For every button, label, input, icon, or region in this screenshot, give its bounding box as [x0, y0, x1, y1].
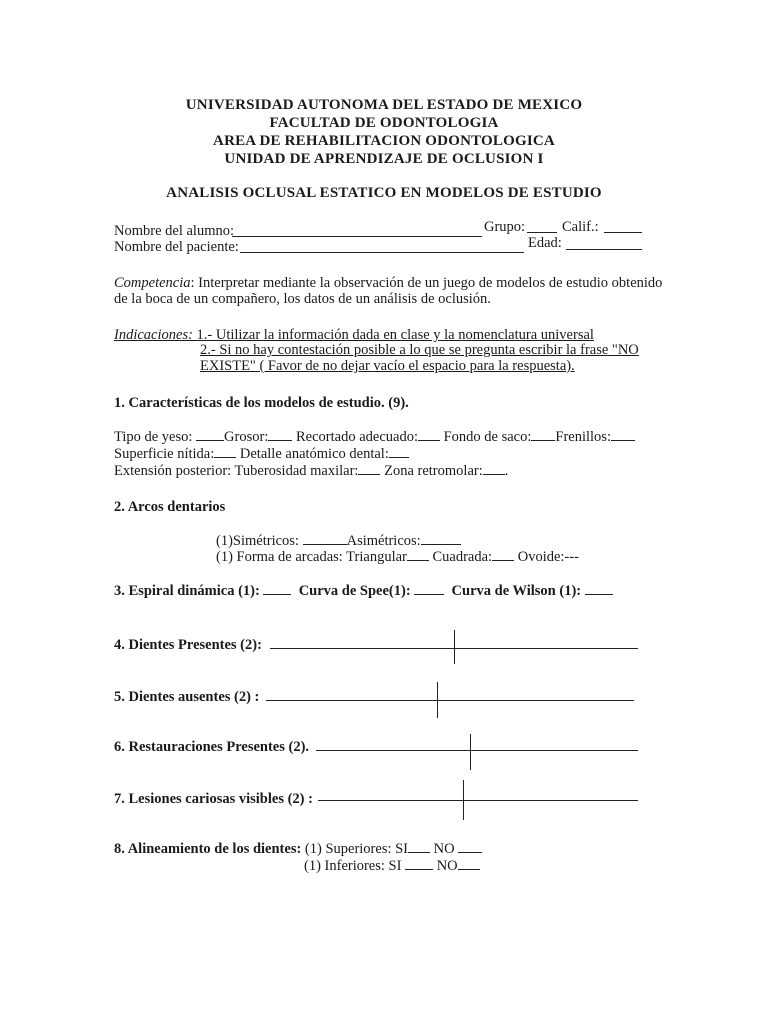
superiores-no-label: NO	[433, 841, 455, 857]
lesiones-divider	[463, 780, 464, 820]
asimetricos-label: Asimétricos:	[346, 533, 421, 549]
asimetricos-field[interactable]	[421, 532, 461, 545]
indicaciones-label: Indicaciones:	[114, 327, 193, 343]
restauraciones-divider	[470, 734, 471, 770]
frenillos-label: Frenillos:	[555, 429, 611, 445]
superiores-no-field[interactable]	[458, 840, 482, 853]
section2-row2	[216, 548, 579, 566]
retromolar-field[interactable]	[483, 462, 505, 475]
student-name-field[interactable]	[232, 236, 482, 237]
section8-inf-row	[304, 857, 480, 875]
ovoide-label: Ovoide:---	[517, 549, 579, 565]
grosor-field[interactable]	[268, 428, 292, 441]
inferiores-no-label: NO	[436, 858, 458, 874]
superiores-label: (1) Superiores: SI	[304, 841, 409, 857]
fondo-saco-label: Fondo de saco:	[443, 429, 532, 445]
restauraciones-field[interactable]	[316, 750, 638, 751]
indicaciones-item2b: EXISTE" ( Favor de no dejar vacío el espacio para la respuesta).	[200, 358, 575, 374]
section3-row	[114, 582, 613, 600]
cuadrada-label: Cuadrada:	[432, 549, 493, 565]
group-field[interactable]	[527, 232, 557, 233]
faculty-name: FACULTAD DE ODONTOLOGIA	[269, 115, 499, 131]
retromolar-dot: .	[504, 463, 509, 479]
university-name: UNIVERSIDAD AUTONOMA DEL ESTADO DE MEXICO	[185, 97, 583, 113]
indicaciones-item1: 1.- Utilizar la información dada en clase y la nomenclatura universal	[192, 327, 594, 343]
recortado-field[interactable]	[418, 428, 440, 441]
competencia-text1: : Interpretar mediante la observación de un juego de modelos de estudio obtenido	[190, 275, 663, 291]
triangular-label: (1) Forma de arcadas: Triangular	[216, 549, 407, 565]
detalle-label: Detalle anatómico dental:	[239, 446, 389, 462]
tuberosidad-field[interactable]	[358, 462, 380, 475]
tuberosidad-label: Extensión posterior: Tuberosidad maxilar:	[114, 463, 359, 479]
inferiores-label: (1) Inferiores: SI	[304, 858, 402, 874]
superiores-si-field[interactable]	[408, 840, 430, 853]
yeso-field[interactable]	[196, 428, 224, 441]
section6-label: 6. Restauraciones Presentes (2).	[114, 739, 310, 755]
simetricos-label: (1)Simétricos:	[216, 533, 299, 549]
inferiores-si-field[interactable]	[405, 857, 433, 870]
patient-name-label: Nombre del paciente:	[114, 239, 239, 255]
section2-title: 2. Arcos dentarios	[114, 499, 226, 515]
spee-label: Curva de Spee(1):	[298, 583, 411, 599]
indicaciones-item2: 2.- Si no hay contestación posible a lo que se pregunta escribir la frase "NO	[200, 342, 639, 358]
competencia-label: Competencia	[114, 275, 191, 291]
section7-label: 7. Lesiones cariosas visibles (2) :	[114, 791, 313, 807]
recortado-label: Recortado adecuado:	[295, 429, 418, 445]
section1-row3	[114, 462, 508, 480]
alineamiento-label: 8. Alineamiento de los dientes:	[114, 841, 302, 857]
patient-name-field[interactable]	[240, 252, 524, 253]
section4-label: 4. Dientes Presentes (2):	[114, 637, 262, 653]
section8-label	[114, 840, 482, 858]
section1-row2	[114, 445, 409, 463]
grosor-label: Grosor:	[224, 429, 269, 445]
superficie-label: Superficie nítida:	[114, 446, 215, 462]
wilson-label: Curva de Wilson (1):	[451, 583, 582, 599]
triangular-field[interactable]	[407, 548, 429, 561]
grade-field[interactable]	[604, 232, 642, 233]
yeso-label: Tipo de yeso:	[114, 429, 193, 445]
superficie-field[interactable]	[214, 445, 236, 458]
student-name-label: Nombre del alumno:	[114, 223, 235, 239]
cuadrada-field[interactable]	[492, 548, 514, 561]
dientes-presentes-divider	[454, 630, 455, 664]
detalle-field[interactable]	[389, 445, 409, 458]
inferiores-no-field[interactable]	[458, 857, 480, 870]
section1-title: 1. Características de los modelos de estudio. (9).	[114, 395, 409, 411]
frenillos-field[interactable]	[611, 428, 635, 441]
espiral-label: 3. Espiral dinámica (1):	[114, 583, 260, 599]
age-label: Edad:	[528, 235, 562, 251]
section5-label: 5. Dientes ausentes (2) :	[114, 689, 260, 705]
simetricos-field[interactable]	[303, 532, 347, 545]
area-name: AREA DE REHABILITACION ODONTOLOGICA	[213, 133, 555, 149]
dientes-ausentes-field[interactable]	[266, 700, 634, 701]
document-title: ANALISIS OCLUSAL ESTATICO EN MODELOS DE ESTUDIO	[166, 185, 602, 201]
espiral-field[interactable]	[263, 582, 291, 595]
group-label: Grupo:	[484, 219, 526, 235]
section1-row1	[114, 428, 635, 446]
unit-name: UNIDAD DE APRENDIZAJE DE OCLUSION I	[224, 151, 544, 167]
retromolar-label: Zona retromolar:	[384, 463, 483, 479]
spee-field[interactable]	[414, 582, 444, 595]
wilson-field[interactable]	[585, 582, 613, 595]
lesiones-field[interactable]	[318, 800, 638, 801]
competencia-text2: de la boca de un compañero, los datos de un análisis de oclusión.	[114, 291, 491, 307]
fondo-saco-field[interactable]	[531, 428, 555, 441]
age-field[interactable]	[566, 249, 642, 250]
dientes-ausentes-divider	[437, 682, 438, 718]
grade-label: Calif.:	[562, 219, 599, 235]
